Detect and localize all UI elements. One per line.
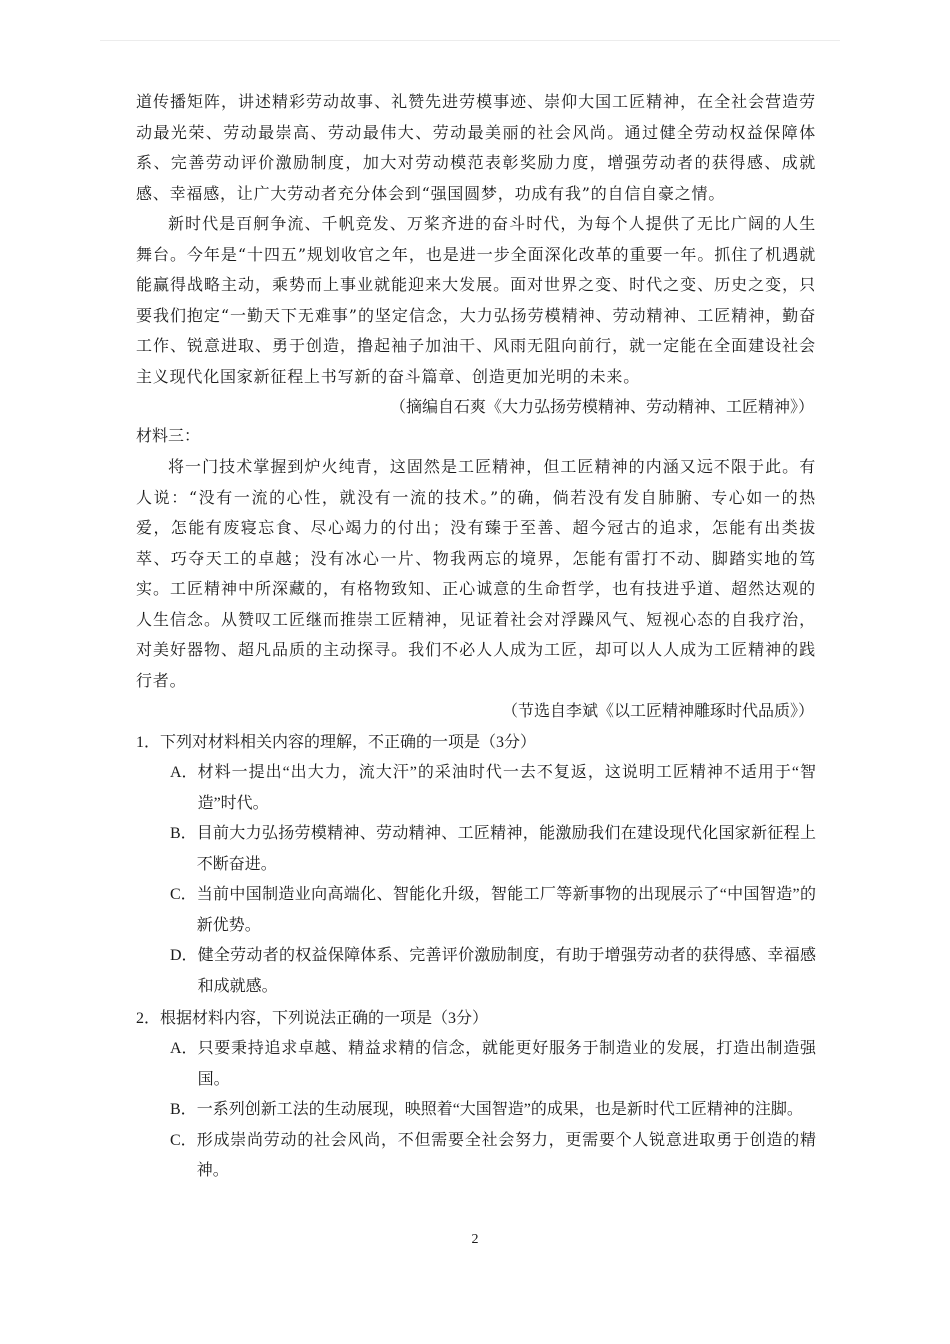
option-c bbox=[170, 880, 816, 941]
page-number: 2 bbox=[471, 1232, 479, 1247]
question-stem: 1．下列对材料相关内容的理解，不正确的一项是（3分） bbox=[136, 734, 537, 751]
option-a bbox=[170, 1034, 816, 1095]
question-stem: 2．根据材料内容，下列说法正确的一项是（3分） bbox=[136, 1010, 489, 1027]
option-letter: C． bbox=[170, 1131, 197, 1149]
option-text: 形成崇尚劳动的社会风尚，不但需要全社会努力，更需要个人锐意进取勇于创造的精神。 bbox=[196, 1131, 816, 1179]
option-d bbox=[170, 941, 816, 1002]
option-b bbox=[170, 819, 816, 880]
option-letter: A． bbox=[170, 764, 198, 781]
option-letter: D． bbox=[170, 947, 198, 964]
material3-paragraph: 将一门技术掌握到炉火纯青，这固然是工匠精神，但工匠精神的内涵又远不限于此。有人说：“没有一流的心性，就没有一流的技术。”的确，倘若没有发自肺腑、专心如一的热爱，怎能有废寝忘食、尽心竭力的付出；没有臻于至善、超今冠古的追求，怎能有出类拔萃、巧夺天工的卓越；没有冰心一片、物我两忘的境界，怎能有雷打不动、脚踏实地的笃实。工匠精神中所深藏的，有格物致知、正心诚意的生命哲学，也有技进乎道、超然达观的人生信念。从赞叹工匠继而推崇工匠精神，见证着社会对浮躁风气、短视心态的自我疗治，对美好器物、超凡品质的主动探寻。我们不必人人成为工匠，却可以人人成为工匠精神的践行者。 bbox=[136, 457, 816, 690]
option-letter: C． bbox=[170, 886, 197, 903]
material2-paragraph-2: 新时代是百舸争流、千帆竞发、万桨齐进的奋斗时代，为每个人提供了无比广阔的人生舞台。今年是“十四五”规划收官之年，也是进一步全面深化改革的重要一年。抓住了机遇就能赢得战略主动，乘势而上事业就能迎来大发展。面对世界之变、时代之变、历史之变，只要我们抱定“一勤天下无难事”的坚定信念，大力弘扬劳模精神、劳动精神、工匠精神，勤奋工作、锐意进取、勇于创造，撸起袖子加油干、风雨无阻向前行，就一定能在全面建设社会主义现代化国家新征程上书写新的奋斗篇章、创造更加光明的未来。 bbox=[136, 214, 816, 386]
option-letter: A． bbox=[170, 1040, 198, 1057]
question-1 bbox=[136, 728, 816, 1002]
option-b bbox=[170, 1095, 816, 1126]
option-text: 材料一提出“出大力，流大汗”的采油时代一去不复返，这说明工匠精神不适用于“智造”时代。 bbox=[197, 764, 816, 812]
option-text: 只要秉持追求卓越、精益求精的信念，就能更好服务于制造业的发展，打造出制造强国。 bbox=[197, 1040, 816, 1088]
option-text: 健全劳动者的权益保障体系、完善评价激励制度，有助于增强劳动者的获得感、幸福感和成就感。 bbox=[197, 947, 816, 995]
material2-source: （摘编自石爽《大力弘扬劳模精神、劳动精神、工匠精神》） bbox=[389, 397, 814, 416]
option-text: 目前大力弘扬劳模精神、劳动精神、工匠精神，能激励我们在建设现代化国家新征程上不断奋进。 bbox=[196, 825, 816, 873]
option-c bbox=[170, 1126, 816, 1187]
page-content bbox=[136, 87, 816, 1187]
option-letter: B． bbox=[170, 1101, 197, 1118]
option-a bbox=[170, 758, 816, 819]
material3-label: 材料三： bbox=[136, 428, 201, 445]
option-text: 当前中国制造业向高端化、智能化升级，智能工厂等新事物的出现展示了“中国智造”的新优势。 bbox=[196, 886, 816, 934]
option-text: 一系列创新工法的生动展现，映照着“大国智造”的成果，也是新时代工匠精神的注脚。 bbox=[196, 1101, 803, 1118]
material2-paragraph-continued: 道传播矩阵，讲述精彩劳动故事、礼赞先进劳模事迹、崇仰大国工匠精神，在全社会营造劳动最光荣、劳动最崇高、劳动最伟大、劳动最美丽的社会风尚。通过健全劳动权益保障体系、完善劳动评价激励制度，加大对劳动模范表彰奖励力度，增强劳动者的获得感、成就感、幸福感，让广大劳动者充分体会到“强国圆梦，功成有我”的自信自豪之情。 bbox=[136, 92, 816, 203]
question-2 bbox=[136, 1004, 816, 1187]
header-rule bbox=[100, 40, 840, 41]
material3-source: （节选自李斌《以工匠精神雕琢时代品质》） bbox=[501, 701, 814, 720]
option-letter: B． bbox=[170, 825, 197, 842]
